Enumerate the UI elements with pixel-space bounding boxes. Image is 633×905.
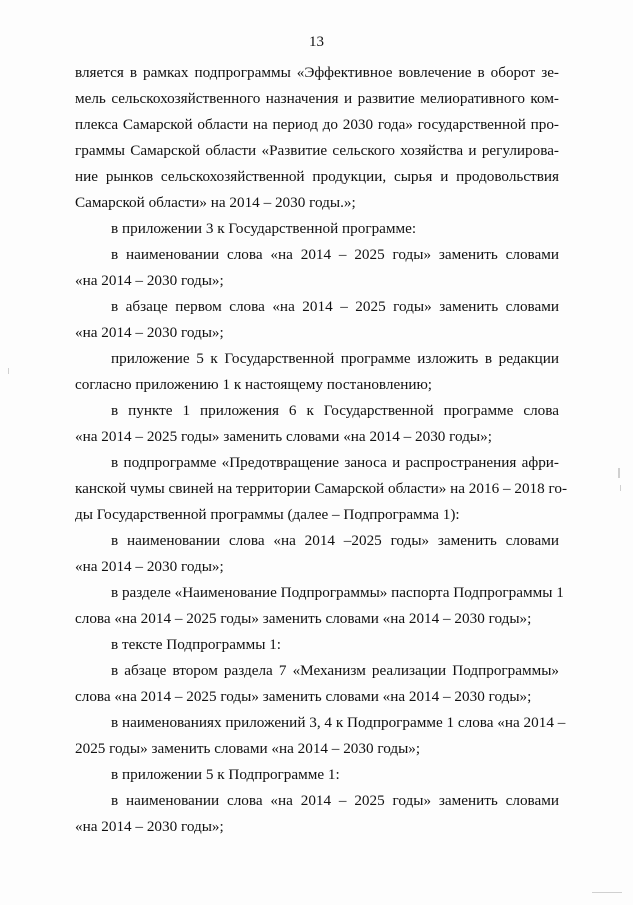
text-line: плекса Самарской области на период до 2030 года» государственной про-	[75, 116, 559, 133]
text-line: слова «на 2014 – 2025 годы» заменить словами «на 2014 – 2030 годы»;	[75, 610, 532, 627]
text-line: в наименовании слова «на 2014 –2025 годы» заменить словами	[111, 532, 559, 549]
scan-artifact	[8, 368, 9, 374]
text-line: в приложении 3 к Государственной программе:	[111, 220, 417, 237]
text-line: в разделе «Наименование Подпрограммы» паспорта Подпрограммы 1	[111, 584, 564, 601]
text-line: «на 2014 – 2030 годы»;	[75, 272, 224, 289]
text-line: приложение 5 к Государственной программе изложить в редакции	[111, 350, 559, 367]
text-line: ние рынков сельскохозяйственной продукции, сырья и продовольствия	[75, 168, 559, 185]
text-line: слова «на 2014 – 2025 годы» заменить словами «на 2014 – 2030 годы»;	[75, 688, 532, 705]
text-line: «на 2014 – 2025 годы» заменить словами «на 2014 – 2030 годы»;	[75, 428, 492, 445]
scan-artifact	[618, 468, 620, 478]
scan-artifact	[592, 892, 622, 893]
text-line: в пункте 1 приложения 6 к Государственной программе слова	[111, 402, 559, 419]
text-line: в наименовании слова «на 2014 – 2025 годы» заменить словами	[111, 246, 559, 263]
page-number: 13	[309, 34, 324, 50]
text-line: в наименованиях приложений 3, 4 к Подпрограмме 1 слова «на 2014 –	[111, 714, 566, 731]
text-line: в абзаце втором раздела 7 «Механизм реализации Подпрограммы»	[111, 662, 559, 679]
text-line: «на 2014 – 2030 годы»;	[75, 558, 224, 575]
text-line: канской чумы свиней на территории Самарской области» на 2016 – 2018 го-	[75, 480, 568, 497]
text-line: в абзаце первом слова «на 2014 – 2025 годы» заменить словами	[111, 298, 559, 315]
scan-artifact	[620, 485, 621, 491]
text-line: мель сельскохозяйственного назначения и развитие мелиоративного ком-	[75, 90, 559, 107]
text-line: ды Государственной программы (далее – Подпрограмма 1):	[75, 506, 460, 523]
text-line: согласно приложению 1 к настоящему постановлению;	[75, 376, 433, 393]
text-line: в тексте Подпрограммы 1:	[111, 636, 282, 653]
text-line: в наименовании слова «на 2014 – 2025 годы» заменить словами	[111, 792, 559, 809]
text-line: «на 2014 – 2030 годы»;	[75, 818, 224, 835]
text-line: «на 2014 – 2030 годы»;	[75, 324, 224, 341]
text-line: Самарской области» на 2014 – 2030 годы.»;	[75, 194, 356, 211]
text-line: 2025 годы» заменить словами «на 2014 – 2030 годы»;	[75, 740, 421, 757]
text-line: в приложении 5 к Подпрограмме 1:	[111, 766, 340, 783]
text-line: граммы Самарской области «Развитие сельского хозяйства и регулирова-	[75, 142, 559, 159]
text-line: вляется в рамках подпрограммы «Эффективное вовлечение в оборот зе-	[75, 64, 559, 81]
text-line: в подпрограмме «Предотвращение заноса и распространения афри-	[111, 454, 559, 471]
